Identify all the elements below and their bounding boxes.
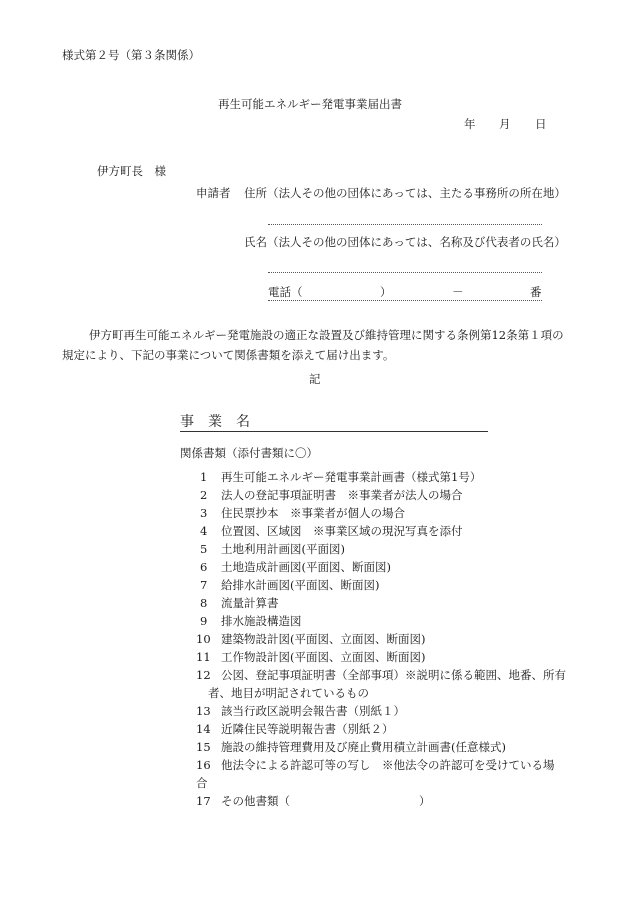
doc-text: 再生可能エネルギー発電事業計画書（様式第1号） [221, 470, 482, 484]
doc-text: 施設の維持管理費用及び廃止費用積立計画書(任意様式) [221, 740, 506, 754]
phone-close: ） [380, 285, 392, 299]
doc-text: 他法令による許認可等の写し ※他法令の許認可を受けている場 [221, 758, 555, 772]
doc-text: 給排水計画図(平面図、断面図) [221, 578, 380, 592]
name-line[interactable] [268, 272, 542, 273]
doc-no: 12 [196, 668, 211, 682]
doc-close-paren: ） [419, 794, 431, 808]
business-name-line[interactable] [180, 431, 488, 432]
body-text-line2: 規定により、下記の事業について関係書類を添えて届け出ます。 [62, 348, 395, 362]
ki-heading: 記 [309, 372, 321, 386]
doc-no: 11 [196, 650, 211, 664]
doc-no: 6 [200, 560, 208, 574]
doc-no: 2 [200, 488, 208, 502]
doc-no: 5 [200, 542, 208, 556]
related-docs-label: 関係書類（添付書類に〇） [180, 446, 318, 460]
doc-text: 位置図、区域図 ※事業区域の現況写真を添付 [221, 524, 463, 538]
doc-no: 13 [196, 704, 211, 718]
doc-text: 公図、登記事項証明書（全部事項）※説明に係る範囲、地番、所有 [221, 668, 566, 682]
doc-text: 法人の登記事項証明書 ※事業者が法人の場合 [221, 488, 463, 502]
doc-text-continued: 者、地目が明記されているもの [208, 686, 369, 700]
doc-no: 4 [200, 524, 208, 538]
form-label: 様式第２号（第３条関係） [62, 48, 200, 62]
doc-no: 15 [196, 740, 211, 754]
doc-text: 建築物設計図(平面図、立面図、断面図) [221, 632, 426, 646]
doc-text: 住民票抄本 ※事業者が個人の場合 [221, 506, 405, 520]
body-text-line1: 伊方町再生可能エネルギー発電施設の適正な設置及び維持管理に関する条例第12条第１項の [89, 328, 564, 342]
doc-no: 10 [196, 632, 211, 646]
doc-text: 近隣住民等説明報告書（別紙２） [221, 722, 394, 736]
phone-line[interactable] [268, 300, 542, 301]
doc-text: 流量計算書 [221, 596, 279, 610]
phone-ban: 番 [530, 285, 542, 299]
doc-text: その他書類（ [221, 794, 290, 808]
document-title: 再生可能エネルギー発電事業届出書 [218, 97, 402, 111]
address-line[interactable] [268, 224, 542, 225]
doc-text: 土地利用計画図(平面図) [221, 542, 345, 556]
doc-no: 8 [200, 596, 208, 610]
phone-dash: － [452, 285, 464, 299]
date-month: 月 [499, 117, 511, 131]
name-label: 氏名（法人その他の団体にあっては、名称及び代表者の氏名） [244, 235, 566, 249]
doc-no: 16 [196, 758, 211, 772]
phone-label: 電話（ [268, 285, 303, 299]
doc-no: 14 [196, 722, 211, 736]
doc-no: 1 [200, 470, 208, 484]
applicant-label: 申請者 [196, 186, 231, 200]
doc-text: 該当行政区説明会報告書（別紙１） [221, 704, 405, 718]
doc-text: 排水施設構造図 [221, 614, 302, 628]
business-name-label: 事業名 [180, 414, 264, 430]
doc-no: 9 [200, 614, 208, 628]
address-label: 住所（法人その他の団体にあっては、主たる事務所の所在地） [244, 186, 566, 200]
doc-text: 土地造成計画図(平面図、断面図) [221, 560, 391, 574]
doc-text: 工作物設計図(平面図、立面図、断面図) [221, 650, 426, 664]
doc-no: 3 [200, 506, 208, 520]
doc-no: 7 [200, 578, 208, 592]
date-day: 日 [535, 117, 547, 131]
doc-text-continued: 合 [196, 776, 208, 790]
doc-no: 17 [196, 794, 211, 808]
addressee: 伊方町長 様 [97, 164, 166, 178]
date-year: 年 [464, 117, 476, 131]
